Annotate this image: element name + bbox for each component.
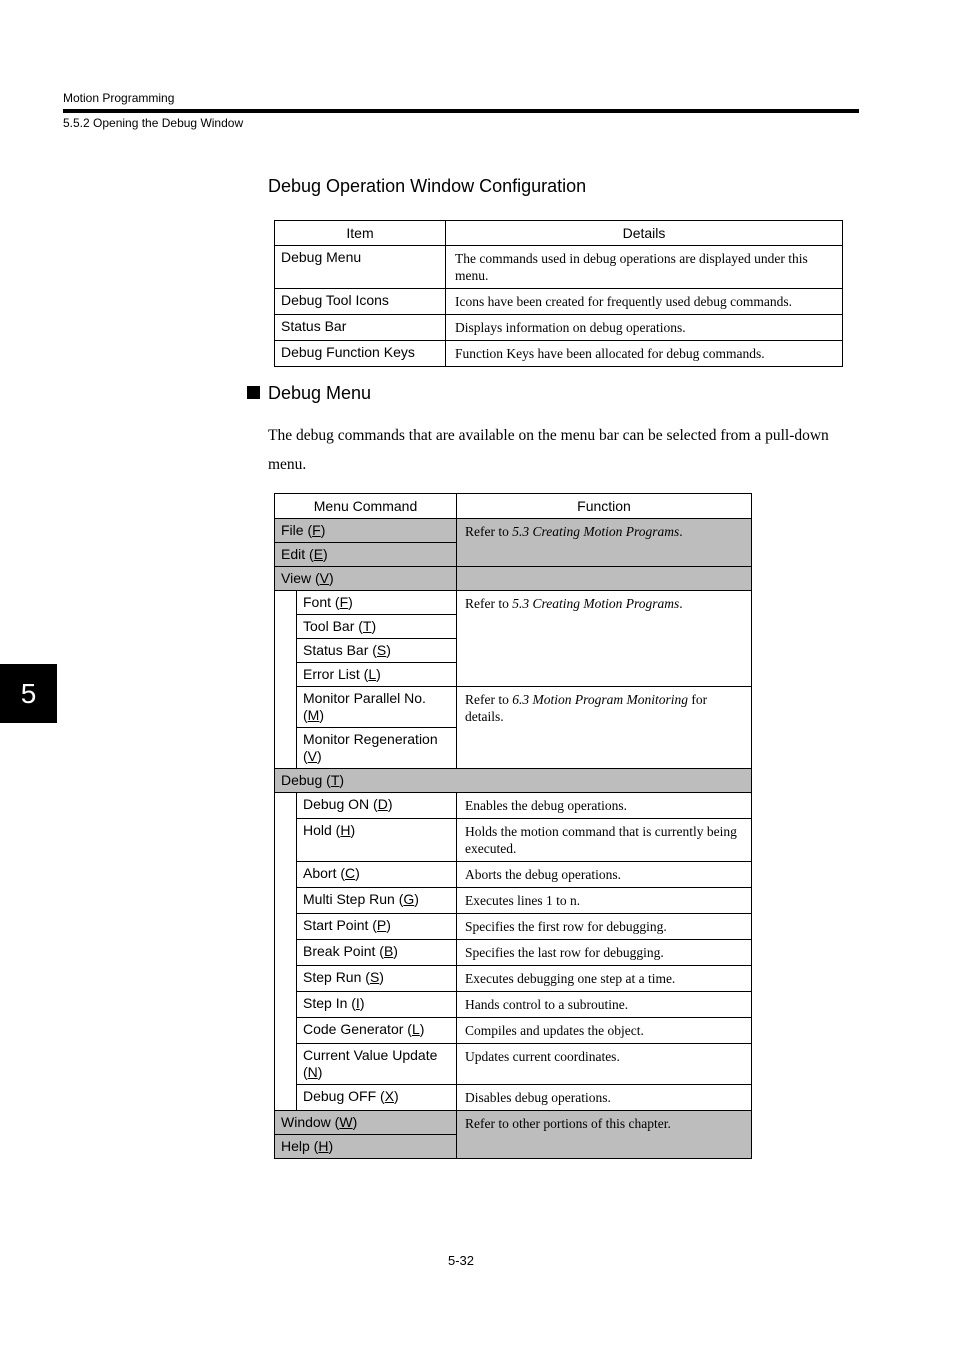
table-row: [275, 567, 752, 591]
table-row: [275, 992, 752, 1018]
square-bullet-icon: [247, 386, 260, 399]
debug-menu-heading: Debug Menu: [268, 383, 372, 403]
table-row: [275, 940, 752, 966]
function-cell: Refer to 5.3 Creating Motion Programs.: [457, 591, 752, 687]
menu-subitem: Error List (L): [297, 663, 457, 687]
details-cell: The commands used in debug operations are displayed under this menu.: [446, 246, 843, 289]
function-cell: Aborts the debug operations.: [457, 862, 752, 888]
function-cell: Disables debug operations.: [457, 1085, 752, 1111]
col-header-menu-command: Menu Command: [275, 494, 457, 519]
table-row: [275, 289, 843, 315]
table-row: [275, 519, 752, 543]
indent-cell: [275, 591, 297, 769]
table-row: [275, 1018, 752, 1044]
running-header-section: 5.5.2 Opening the Debug Window: [63, 116, 244, 130]
menu-window: Window (W): [275, 1111, 457, 1135]
debug-menu-intro: The debug commands that are available on the menu bar can be selected from a pull-down menu.: [268, 427, 829, 473]
table-row: [275, 862, 752, 888]
function-cell: Specifies the first row for debugging.: [457, 914, 752, 940]
menu-subitem: Abort (C): [297, 862, 457, 888]
menu-subitem: Font (F): [297, 591, 457, 615]
col-header-details: Details: [446, 221, 843, 246]
col-header-function: Function: [457, 494, 752, 519]
indent-cell: [275, 793, 297, 1111]
function-cell: Hands control to a subroutine.: [457, 992, 752, 1018]
menu-view: View (V): [275, 567, 457, 591]
menu-subitem: Status Bar (S): [297, 639, 457, 663]
item-cell: Debug Tool Icons: [275, 289, 446, 315]
table-row: [275, 793, 752, 819]
function-cell: Executes lines 1 to n.: [457, 888, 752, 914]
running-header-chapter: Motion Programming: [63, 91, 175, 105]
table-row: [275, 914, 752, 940]
table-header-row: [275, 494, 752, 519]
function-cell: Executes debugging one step at a time.: [457, 966, 752, 992]
table-row: [275, 687, 752, 728]
function-cell: Refer to 6.3 Motion Program Monitoring for details.: [457, 687, 752, 769]
menu-command-table: [274, 493, 752, 1159]
table-row: [275, 1111, 752, 1135]
function-cell: Specifies the last row for debugging.: [457, 940, 752, 966]
menu-subitem: Monitor Parallel No. (M): [297, 687, 457, 728]
menu-subitem: Hold (H): [297, 819, 457, 862]
details-cell: Function Keys have been allocated for debug commands.: [446, 341, 843, 367]
chapter-tab: 5: [0, 664, 57, 723]
table-row: [275, 246, 843, 289]
table-row: [275, 819, 752, 862]
table-row: [275, 966, 752, 992]
function-cell: Enables the debug operations.: [457, 793, 752, 819]
menu-subitem: Code Generator (L): [297, 1018, 457, 1044]
table-row: [275, 888, 752, 914]
function-cell: Refer to other portions of this chapter.: [457, 1111, 752, 1159]
section-title: Debug Operation Window Configuration: [268, 176, 587, 196]
item-cell: Debug Function Keys: [275, 341, 446, 367]
table-header-row: [275, 221, 843, 246]
menu-file: File (F): [275, 519, 457, 543]
menu-subitem: Debug ON (D): [297, 793, 457, 819]
menu-subitem: Tool Bar (T): [297, 615, 457, 639]
function-cell: [457, 567, 752, 591]
menu-subitem: Step Run (S): [297, 966, 457, 992]
menu-help: Help (H): [275, 1135, 457, 1159]
menu-subitem: Start Point (P): [297, 914, 457, 940]
function-cell: Holds the motion command that is currently being executed.: [457, 819, 752, 862]
col-header-item: Item: [275, 221, 446, 246]
function-cell: Updates current coordinates.: [457, 1044, 752, 1085]
table-row: [275, 769, 752, 793]
function-cell: Compiles and updates the object.: [457, 1018, 752, 1044]
menu-subitem: Debug OFF (X): [297, 1085, 457, 1111]
menu-subitem: Current Value Update (N): [297, 1044, 457, 1085]
menu-subitem: Step In (I): [297, 992, 457, 1018]
menu-subitem: Multi Step Run (G): [297, 888, 457, 914]
menu-edit: Edit (E): [275, 543, 457, 567]
menu-subitem: Break Point (B): [297, 940, 457, 966]
table-row: [275, 1044, 752, 1085]
table-row: [275, 341, 843, 367]
details-cell: Displays information on debug operations.: [446, 315, 843, 341]
menu-debug: Debug (T): [275, 769, 752, 793]
config-table: [274, 220, 843, 367]
item-cell: Status Bar: [275, 315, 446, 341]
item-cell: Debug Menu: [275, 246, 446, 289]
table-row: [275, 591, 752, 615]
page-number: 5-32: [448, 1253, 475, 1268]
menu-subitem: Monitor Regeneration (V): [297, 728, 457, 769]
table-row: [275, 315, 843, 341]
function-cell: Refer to 5.3 Creating Motion Programs.: [457, 519, 752, 567]
table-row: [275, 1085, 752, 1111]
header-rule: [63, 109, 859, 113]
details-cell: Icons have been created for frequently used debug commands.: [446, 289, 843, 315]
